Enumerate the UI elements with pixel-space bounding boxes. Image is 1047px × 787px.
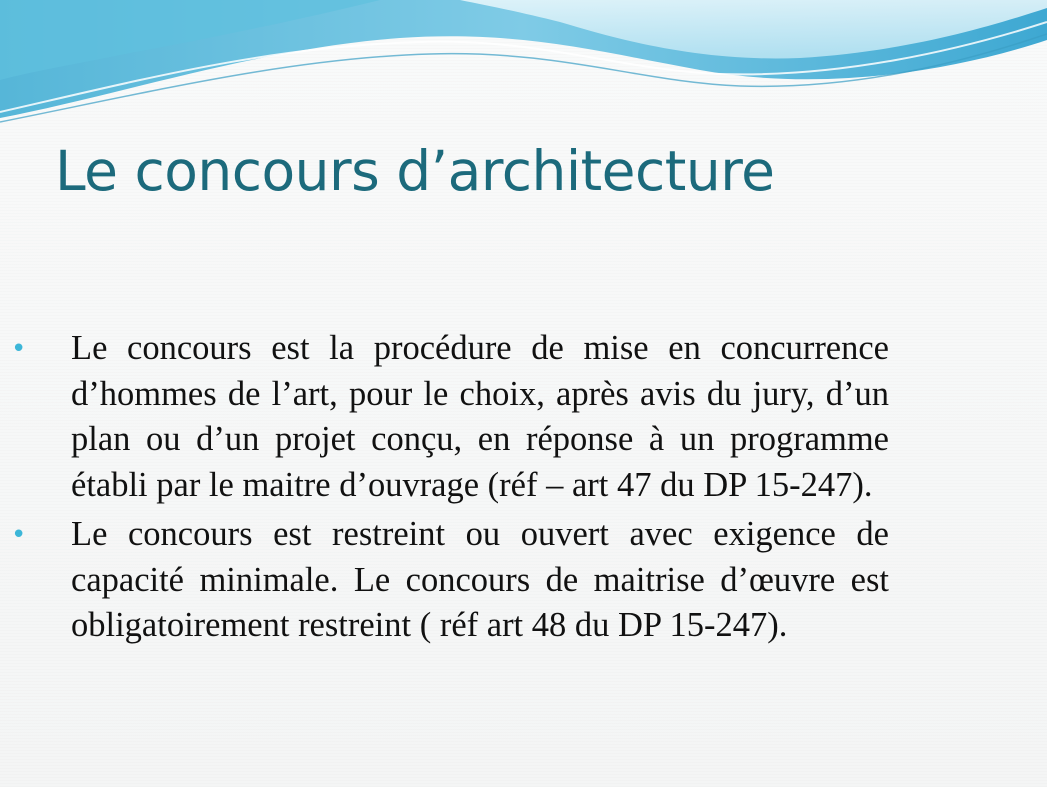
list-item	[0, 512, 889, 649]
wave-decoration	[0, 0, 1047, 125]
bullet-list	[0, 326, 1047, 653]
bullet-dot-icon: •	[11, 520, 27, 550]
bullet-dot-icon: •	[11, 334, 27, 364]
page-title: Le concours d’architecture	[55, 139, 775, 203]
bullet-text: Le concours est restreint ou ouvert avec exigence de capacité minimale. Le concours de maitrise d’œuvre est obligatoirement restreint ( réf art 48 du DP 15-247).	[71, 515, 889, 644]
list-item	[0, 326, 889, 508]
bullet-text: Le concours est la procédure de mise en concurrence d’hommes de l’art, pour le choix, après avis du jury, d’un plan ou d’un projet conçu, en réponse à un programme établi par le maitre d’ouvrage (réf – art 47 du DP 15-247).	[71, 329, 889, 504]
